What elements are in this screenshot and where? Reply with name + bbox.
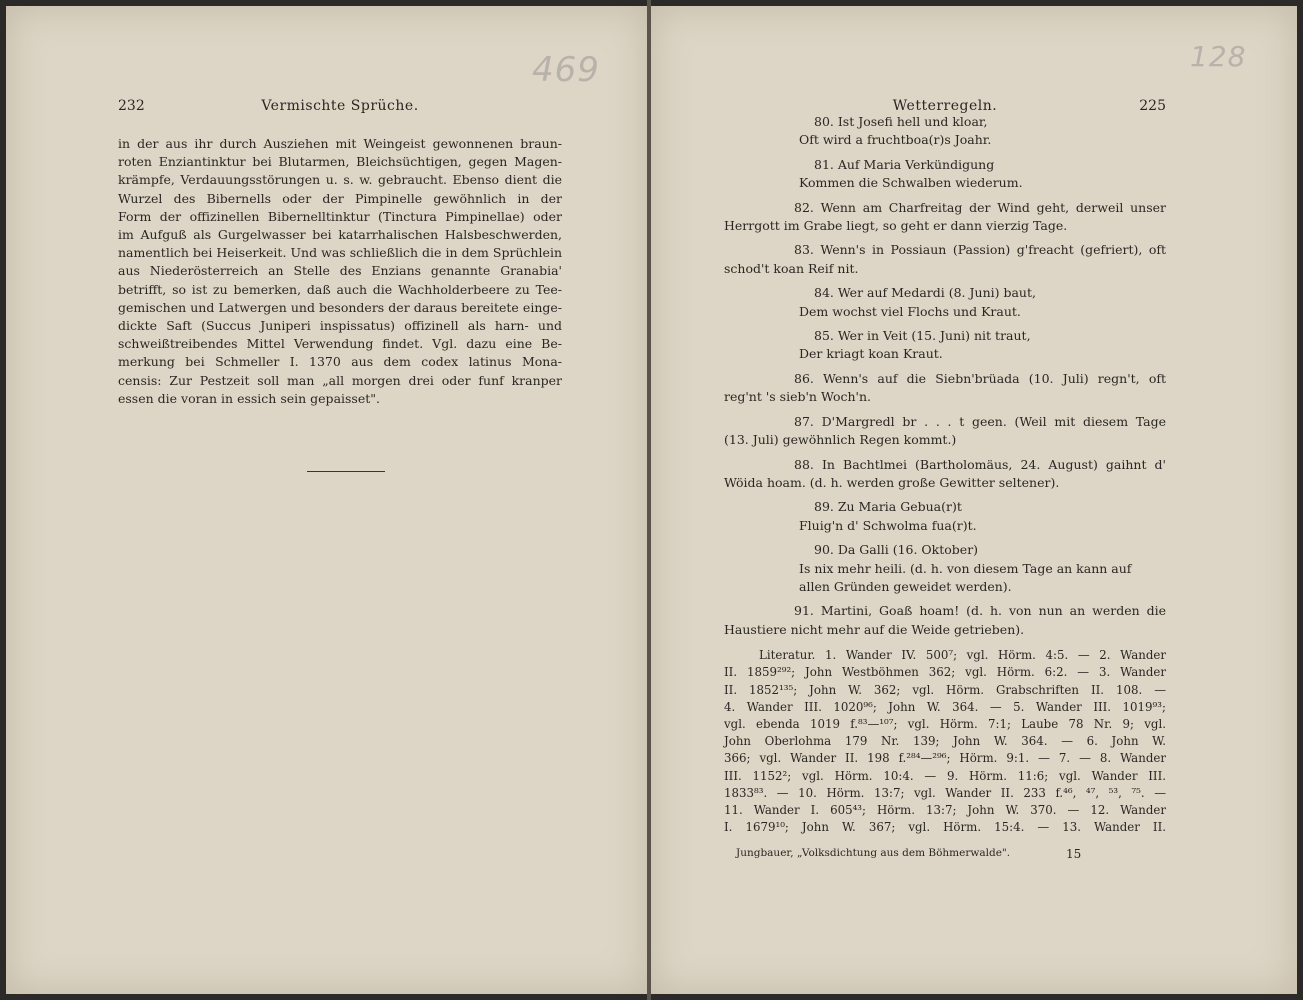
saying-84	[724, 284, 1166, 321]
saying-line: schod't koan Reif nit.	[724, 260, 859, 276]
page-gutter	[647, 0, 651, 1000]
paragraph-line: Wurzel des Bibernells oder der Pimpinelle gewöhnlich in der	[118, 190, 562, 206]
saying-82	[724, 199, 1166, 236]
right-page-number: 225	[1139, 98, 1166, 114]
literature-line: III. 1152²; vgl. Hörm. 10:4. — 9. Hörm. 11:6; vgl. Wander III.	[724, 768, 1166, 783]
signature-text: Jungbauer, „Volksdichtung aus dem Böhmerwalde".	[736, 847, 1011, 859]
paragraph-line: aus Niederösterreich an Stelle des Enzians genannte Granabia'	[118, 263, 562, 279]
saying-line: 83. Wenn's in Possiaun (Passion) g'freacht (gefriert), oft	[794, 242, 1166, 258]
literature-line: John Oberlohma 179 Nr. 139; John W. 364. — 6. John W.	[724, 734, 1166, 749]
saying-line: 84. Wer auf Medardi (8. Juni) baut,	[814, 285, 1036, 301]
paragraph-line: in der aus ihr durch Ausziehen mit Weingeist gewonnenen braun-	[118, 136, 562, 151]
paragraph-line: merkung bei Schmeller I. 1370 aus dem codex latinus Mona-	[118, 354, 562, 370]
saying-line: 82. Wenn am Charfreitag der Wind geht, derweil unser	[794, 199, 1166, 215]
literature-line: Literatur. 1. Wander IV. 500⁷; vgl. Hörm. 4:5. — 2. Wander	[759, 648, 1166, 663]
paragraph-line: betrifft, so ist zu bemerken, daß auch die Wachholderbeere zu Tee-	[118, 281, 562, 297]
saying-line: Der kriagt koan Kraut.	[799, 346, 943, 362]
left-page-number: 232	[118, 98, 145, 114]
saying-line: 89. Zu Maria Gebua(r)t	[814, 499, 962, 515]
paragraph-line: essen die voran in essich sein gepaisset".	[118, 390, 380, 406]
saying-line: Herrgott im Grabe liegt, so geht er dann vierzig Tage.	[724, 218, 1068, 234]
literature-line: vgl. ebenda 1019 f.⁸³—¹⁰⁷; vgl. Hörm. 7:1; Laube 78 Nr. 9; vgl.	[724, 716, 1166, 731]
literature-line: I. 1679¹⁰; John W. 367; vgl. Hörm. 15:4. — 13. Wander II.	[724, 820, 1166, 835]
saying-91	[724, 602, 1166, 639]
paragraph-line: schweißtreibendes Mittel Verwendung findet. Vgl. dazu eine Be-	[118, 336, 562, 352]
paragraph-line: Form der offizinellen Bibernelltinktur (Tinctura Pimpinellae) oder	[118, 208, 562, 224]
saying-90	[724, 541, 1166, 596]
saying-83	[724, 241, 1166, 278]
literature-line: 4. Wander III. 1020⁹⁶; John W. 364. — 5. Wander III. 1019⁹³;	[724, 699, 1166, 714]
saying-line: Haustiere nicht mehr auf die Weide getrieben).	[724, 621, 1025, 637]
saying-line: (13. Juli) gewöhnlich Regen kommt.)	[724, 432, 957, 448]
saying-line: 80. Ist Josefi hell und kloar,	[814, 114, 988, 129]
saying-87	[724, 413, 1166, 450]
saying-line: 90. Da Galli (16. Oktober)	[814, 542, 979, 558]
literature-line: II. 1859²⁹²; John Westböhmen 362; vgl. Hörm. 6:2. — 3. Wander	[724, 665, 1166, 680]
right-running-title: Wetterregeln.	[892, 98, 998, 114]
literature-line: II. 1852¹³⁵; John W. 362; vgl. Hörm. Grabschriften II. 108. —	[724, 682, 1166, 697]
left-paragraph	[118, 135, 562, 408]
saying-line: Oft wird a fruchtboa(r)s Joahr.	[799, 132, 992, 148]
saying-88	[724, 456, 1166, 493]
saying-line: Kommen die Schwalben wiederum.	[799, 175, 1023, 191]
weather-sayings	[724, 113, 1166, 836]
paragraph-line: censis: Zur Pestzeit soll man „all morgen drei oder funf kranper	[118, 372, 562, 388]
saying-86	[724, 370, 1166, 407]
literature-line: 1833⁸³. — 10. Hörm. 13:7; vgl. Wander II. 233 f.⁴⁶, ⁴⁷, ⁵³, ⁷⁵. —	[724, 785, 1166, 800]
pencil-mark-left: 469	[532, 50, 600, 90]
literature-references	[724, 647, 1166, 836]
saying-80	[724, 113, 1166, 150]
saying-line: 86. Wenn's auf die Siebn'brüada (10. Juli) regn't, oft	[794, 370, 1166, 386]
saying-line: reg'nt 's sieb'n Woch'n.	[724, 389, 871, 405]
paragraph-line: krämpfe, Verdauungsstörungen u. s. w. gebraucht. Ebenso dient die	[118, 172, 562, 188]
saying-line: 81. Auf Maria Verkündigung	[814, 156, 995, 172]
paragraph-line: im Aufguß als Gurgelwasser bei katarrhalischen Halsbeschwerden,	[118, 227, 562, 243]
saying-line: Wöida hoam. (d. h. werden große Gewitter seltener).	[724, 474, 1060, 490]
literature-line: 366; vgl. Wander II. 198 f.²⁸⁴—²⁹⁶; Hörm. 9:1. — 7. — 8. Wander	[724, 751, 1166, 766]
signature-number: 15	[1066, 847, 1082, 861]
saying-line: 91. Martini, Goaß hoam! (d. h. von nun an werden die	[794, 603, 1166, 619]
literature-line: 11. Wander I. 605⁴³; Hörm. 13:7; John W. 370. — 12. Wander	[724, 802, 1166, 817]
saying-line: 85. Wer in Veit (15. Juni) nit traut,	[814, 328, 1031, 344]
saying-line: allen Gründen geweidet werden).	[799, 578, 1012, 594]
paragraph-line: dickte Saft (Succus Juniperi inspissatus) offizinell als harn- und	[118, 318, 562, 334]
paragraph-line: gemischen und Latwergen und besonders der daraus bereitete einge-	[118, 299, 562, 315]
saying-line: 88. In Bachtlmei (Bartholomäus, 24. August) gaihnt d'	[794, 456, 1166, 472]
paragraph-line: namentlich bei Heiserkeit. Und was schließlich die in dem Sprüchlein	[118, 245, 562, 261]
left-running-title: Vermischte Sprüche.	[261, 98, 419, 114]
saying-line: 87. D'Margredl br . . . t geen. (Weil mit diesem Tage	[794, 413, 1166, 429]
saying-line: Fluig'n d' Schwolma fua(r)t.	[799, 517, 977, 533]
paragraph-line: roten Enziantinktur bei Blutarmen, Bleichsüchtigen, gegen Magen-	[118, 154, 562, 170]
saying-89	[724, 498, 1166, 535]
saying-line: Dem wochst viel Flochs und Kraut.	[799, 303, 1021, 319]
section-rule	[307, 471, 385, 472]
pencil-mark-right: 128	[1190, 40, 1247, 73]
saying-81	[724, 156, 1166, 193]
saying-line: Is nix mehr heili. (d. h. von diesem Tage an kann auf	[799, 560, 1132, 576]
saying-85	[724, 327, 1166, 364]
